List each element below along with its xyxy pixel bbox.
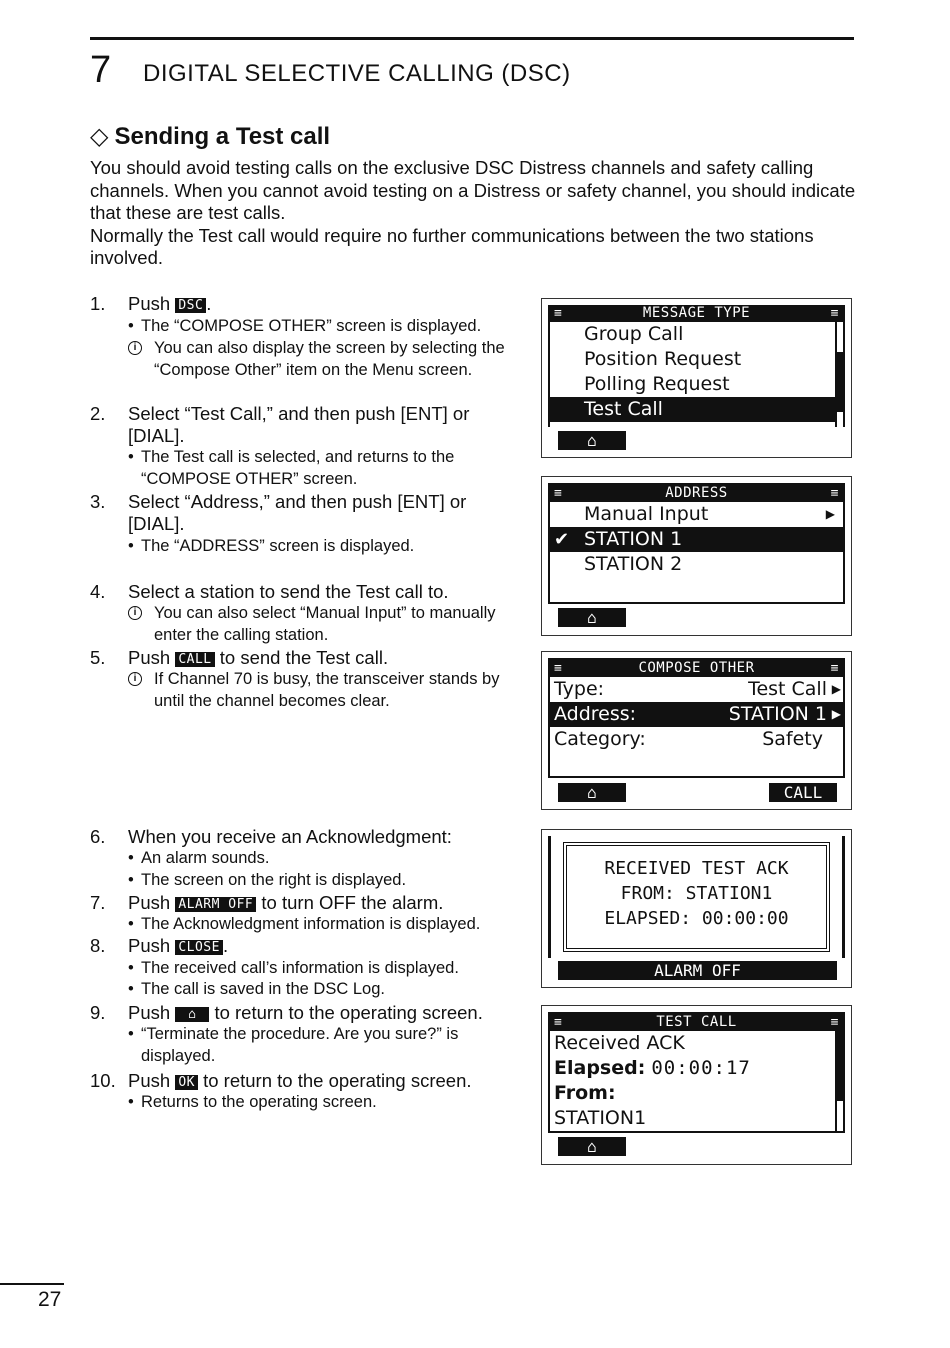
step-5: 5. Push CALL to send the Test call. — [90, 647, 389, 668]
page-number: 27 — [38, 1288, 62, 1311]
lcd-title-bar: ≡ ADDRESS ≡ — [550, 485, 843, 502]
dsc-key-icon: DSC — [175, 298, 206, 313]
chapter-title: DIGITAL SELECTIVE CALLING (DSC) — [143, 60, 571, 87]
scrollbar — [835, 322, 843, 427]
intro-paragraph: Normally the Test call would require no further communications between the two stations involved. — [90, 224, 814, 268]
compose-row-category: Category: Safety — [554, 728, 823, 750]
step-7-bullet: • The Acknowledgment information is displayed. — [128, 915, 481, 933]
alert-line: FROM: STATION1 — [620, 883, 773, 904]
lcd-display — [548, 658, 845, 778]
step-7: 7. Push ALARM OFF to turn OFF the alarm. — [90, 892, 444, 913]
lcd-title-bar: ≡ MESSAGE TYPE ≡ — [550, 305, 843, 322]
alarm-off-key-icon: ALARM OFF — [175, 897, 256, 912]
test-call-from-label: From: — [554, 1082, 616, 1104]
intro-paragraph: You should avoid testing calls on the exclusive DSC Distress channels and safety calling channels. When you cannot avoid testing on a Distress or safety channel, you should indicate that these are test calls. — [90, 157, 856, 223]
arrow-right-icon: ▶ — [825, 507, 835, 521]
step-1: 1. Push DSC . — [90, 293, 212, 314]
lcd-display — [548, 305, 845, 427]
menu-icon: ≡ — [554, 1015, 563, 1030]
call-key-icon: CALL — [175, 652, 214, 667]
header-rule — [90, 37, 854, 40]
step-8-bullet: • The call is saved in the DSC Log. — [128, 980, 385, 998]
menu-icon: ≡ — [554, 486, 563, 501]
alert-box — [563, 842, 830, 952]
step-1-info: i You can also display the screen by selecting the “Compose Other” item on the Menu screen. — [128, 338, 518, 381]
ok-key-icon: OK — [175, 1075, 198, 1090]
scrollbar — [835, 1031, 843, 1131]
lcd-display — [548, 836, 845, 958]
home-softkey: ⌂ — [558, 783, 626, 802]
menu-item-group-call: Group Call — [584, 323, 684, 345]
screen-message-type — [541, 298, 852, 458]
step-10-bullet: • Returns to the operating screen. — [128, 1093, 377, 1111]
section-title: ◇ Sending a Test call — [90, 123, 331, 150]
info-icon: i — [128, 341, 142, 355]
menu-icon: ≡ — [554, 661, 563, 676]
home-key-icon: ⌂ — [175, 1007, 209, 1022]
address-item-station-2: STATION 2 — [584, 553, 683, 575]
step-4-info: i You can also select “Manual Input” to manually enter the calling station. — [128, 603, 518, 646]
screen-test-call — [541, 1005, 852, 1165]
test-call-status: Received ACK — [554, 1032, 685, 1054]
address-item-station-1: ✔ STATION 1 — [550, 527, 843, 552]
step-3-bullet: • The “ADDRESS” screen is displayed. — [128, 537, 415, 555]
step-1-bullet: • The “COMPOSE OTHER” screen is displayed. — [128, 317, 482, 335]
info-icon: i — [128, 672, 142, 686]
test-call-from-value: STATION1 — [554, 1107, 647, 1129]
step-9: 9. Push ⌂ to return to the operating screen. — [90, 1002, 483, 1023]
menu-icon: ≡ — [830, 661, 839, 676]
step-3: 3. Select “Address,” and then push [ENT] or [DIAL]. — [90, 491, 467, 534]
checkmark-icon: ✔ — [554, 529, 570, 550]
menu-icon: ≡ — [830, 306, 839, 321]
lcd-title-bar: ≡ TEST CALL ≡ — [550, 1014, 843, 1031]
step-6-bullet: • An alarm sounds. — [128, 849, 270, 867]
footer-rule — [0, 1283, 64, 1285]
close-key-icon: CLOSE — [175, 940, 223, 955]
step-8-bullet: • The received call’s information is displayed. — [128, 959, 459, 977]
step-8: 8. Push CLOSE . — [90, 935, 229, 956]
menu-item-polling-request: Polling Request — [584, 373, 730, 395]
step-2-bullet: • The Test call is selected, and returns to the “COMPOSE OTHER” screen. — [128, 448, 455, 488]
home-softkey: ⌂ — [558, 1137, 626, 1156]
step-9-bullet: • “Terminate the procedure. Are you sure?” is displayed. — [128, 1025, 459, 1065]
screen-received-ack — [541, 829, 852, 988]
chapter-number: 7 — [90, 49, 112, 91]
menu-item-test-call: Test Call — [550, 397, 835, 422]
step-6: 6. When you receive an Acknowledgment: — [90, 826, 452, 847]
lcd-display — [548, 1012, 845, 1133]
screen-compose-other — [541, 651, 852, 810]
step-2: 2. Select “Test Call,” and then push [ENT] or [DIAL]. — [90, 403, 470, 446]
home-softkey: ⌂ — [558, 608, 626, 627]
step-6-bullet: • The screen on the right is displayed. — [128, 871, 407, 889]
call-softkey: CALL — [769, 783, 837, 802]
arrow-right-icon: ▶ — [831, 707, 841, 721]
alarm-off-softkey: ALARM OFF — [558, 961, 837, 980]
step-5-info: i If Channel 70 is busy, the transceiver stands by until the channel becomes clear. — [128, 669, 518, 712]
step-10: 10. Push OK to return to the operating screen. — [90, 1070, 472, 1091]
compose-row-type: Type: Test Call ▶ — [554, 678, 841, 700]
alert-line: ELAPSED: 00:00:00 — [604, 908, 789, 929]
address-item-manual-input: Manual Input ▶ — [584, 503, 835, 525]
lcd-title-bar: ≡ COMPOSE OTHER ≡ — [550, 660, 843, 677]
alert-line: RECEIVED TEST ACK — [604, 858, 789, 879]
intro-text — [90, 157, 860, 270]
menu-icon: ≡ — [554, 306, 563, 321]
screen-address — [541, 476, 852, 636]
compose-row-address: Address: STATION 1 ▶ — [550, 702, 843, 727]
info-icon: i — [128, 606, 142, 620]
menu-icon: ≡ — [830, 1015, 839, 1030]
test-call-elapsed: Elapsed: 00:00:17 — [554, 1057, 751, 1079]
step-4: 4. Select a station to send the Test call to. — [90, 581, 449, 602]
menu-item-position-request: Position Request — [584, 348, 742, 370]
arrow-right-icon: ▶ — [831, 682, 841, 696]
menu-icon: ≡ — [830, 486, 839, 501]
home-softkey: ⌂ — [558, 431, 626, 450]
diamond-icon: ◇ — [90, 123, 109, 150]
lcd-display — [548, 483, 845, 604]
